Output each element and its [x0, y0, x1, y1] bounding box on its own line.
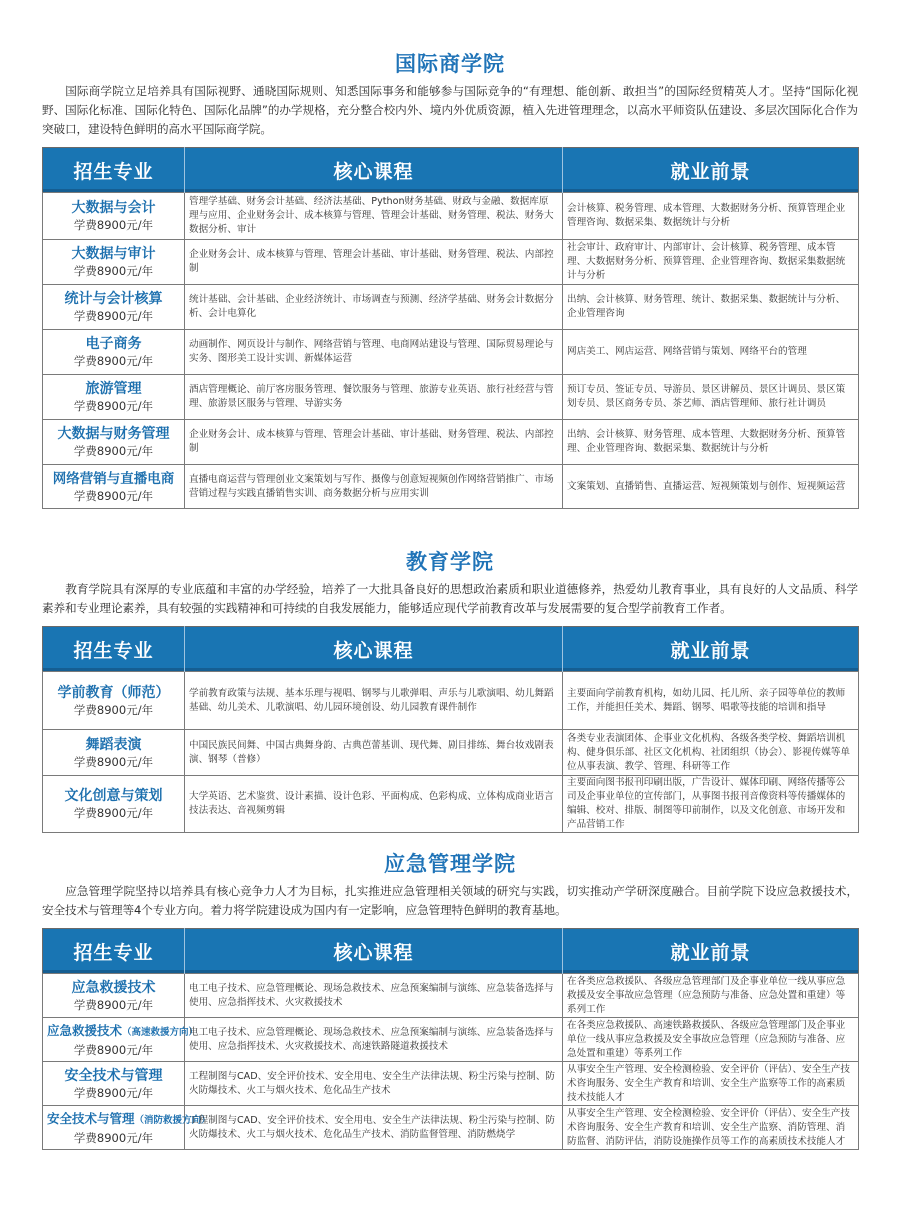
major-cell: [43, 776, 185, 833]
courses-cell: 学前教育政策与法规、基本乐理与视唱、钢琴与儿歌弹唱、声乐与儿歌演唱、幼儿舞蹈基础、幼儿美术、儿歌演唱、幼儿园环境创设、幼儿园教育课件制作: [185, 672, 563, 730]
tuition-fee: 学费8900元/年: [73, 309, 154, 323]
header-major: 招生专业: [43, 929, 185, 974]
major-cell: [43, 672, 185, 730]
prospects-cell: 出纳、会计核算、财务管理、统计、数据采集、数据统计与分析、企业管理咨询: [563, 285, 859, 330]
header-major: 招生专业: [43, 148, 185, 193]
tuition-fee: 学费8900元/年: [73, 218, 154, 232]
major-cell: [43, 375, 185, 420]
prospects-cell: 各类专业表演团体、企事业文化机构、各级各类学校、舞蹈培训机构、健身俱乐部、社区文化机构、社团组织（协会）、影视传媒等单位从事表演、教学、管理、科研等工作: [563, 730, 859, 776]
prospects-cell: 主要面向学前教育机构，如幼儿园、托儿所、亲子园等单位的教师工作，并能担任美术、舞蹈、钢琴、唱歌等技能的培训和指导: [563, 672, 859, 730]
table-header-row: [43, 627, 859, 672]
courses-cell: 企业财务会计、成本核算与管理、管理会计基础、审计基础、财务管理、税法、内部控制: [185, 420, 563, 465]
section-intro: 应急管理学院坚持以培养具有核心竞争力人才为目标，扎实推进应急管理相关领域的研究与实践，切实推动产学研深度融合。目前学院下设应急救援技术，安全技术与管理等4个专业方向。着力将学院建设成为国内有一定影响，应急管理特色鲜明的教育基地。: [42, 884, 858, 917]
table-row: [43, 240, 859, 285]
header-major: 招生专业: [43, 627, 185, 672]
prospects-cell: 从事安全生产管理、安全检测检验、安全评价（评估）、安全生产技术咨询服务、安全生产教育和培训、安全生产监察等工作的高素质技术技能人才: [563, 1062, 859, 1106]
table-header-row: [43, 929, 859, 974]
major-cell: [43, 730, 185, 776]
section-title: 应急管理学院: [384, 852, 516, 876]
major-name: 电子商务: [85, 336, 142, 352]
major-name-main: 安全技术与管理: [47, 1110, 135, 1126]
header-courses: 核心课程: [185, 148, 563, 193]
table-row: [43, 420, 859, 465]
table-row: [43, 1018, 859, 1062]
major-name: 统计与会计核算: [64, 291, 163, 307]
section-title: 国际商学院: [395, 52, 505, 76]
tuition-fee: 学费8900元/年: [73, 1042, 154, 1057]
major-name: 学前教育（师范）: [57, 684, 170, 701]
tuition-fee: 学费8900元/年: [73, 264, 154, 278]
courses-cell: 直播电商运营与管理创业文案策划与写作、摄像与创意短视频创作网络营销推广、市场营销过程与实践直播销售实训、商务数据分析与应用实训: [185, 465, 563, 509]
table-row: [43, 285, 859, 330]
section-emergency-management: [42, 850, 858, 1150]
prospects-cell: 网店美工、网店运营、网络营销与策划、网络平台的管理: [563, 330, 859, 375]
courses-cell: 企业财务会计、成本核算与管理、管理会计基础、审计基础、财务管理、税法、内部控制: [185, 240, 563, 285]
major-name: [47, 979, 180, 997]
prospects-cell: 在各类应急救援队、各级应急管理部门及企事业单位一线从事应急救援及安全事故应急管理（应急预防与准备、应急处置和重建）等系列工作: [563, 974, 859, 1018]
header-prospects: 就业前景: [563, 148, 859, 193]
major-name: 大数据与财务管理: [57, 426, 170, 442]
courses-cell: 工程制图与CAD、安全评价技术、安全用电、安全生产法律法规、粉尘污染与控制、防火防爆技术、火工与烟火技术、危化品生产技术: [185, 1062, 563, 1106]
table-row: [43, 974, 859, 1018]
major-name: 旅游管理: [85, 381, 142, 397]
courses-cell: 大学英语、艺术鉴赏、设计素描、设计色彩、平面构成、色彩构成、立体构成商业语言技法表达、音视频剪辑: [185, 776, 563, 833]
tuition-fee: 学费8900元/年: [73, 399, 154, 413]
major-name: [47, 1067, 180, 1085]
major-cell: [43, 193, 185, 240]
major-name: [47, 1110, 211, 1130]
header-prospects: 就业前景: [563, 627, 859, 672]
table-header-row: [43, 148, 859, 193]
table-row: [43, 730, 859, 776]
major-name-main: 应急救援技术: [47, 1022, 123, 1038]
tuition-fee: 学费8900元/年: [73, 488, 154, 503]
major-cell: [43, 1018, 199, 1062]
section-intro: 教育学院具有深厚的专业底蕴和丰富的办学经验，培养了一大批具备良好的思想政治素质和职业道德修养，热爱幼儿教育事业，具有良好的人文品质、科学素养和专业理论素养，具有较强的实践精神和可持续的自我发展能力，能够适应现代学前教育改革与发展需要的复合型学前教育工作者。: [42, 582, 858, 615]
tuition-fee: 学费8900元/年: [73, 997, 154, 1012]
table-row: [43, 1106, 859, 1150]
major-cell: [43, 240, 185, 285]
tuition-fee: 学费8900元/年: [73, 1130, 154, 1145]
major-name: 大数据与审计: [71, 246, 156, 262]
majors-table: [42, 147, 859, 509]
major-name-main: 安全技术与管理: [64, 1067, 163, 1084]
prospects-cell: 会计核算、税务管理、成本管理、大数据财务分析、预算管理企业管理咨询、数据采集、数据统计与分析: [563, 193, 859, 240]
tuition-fee: 学费8900元/年: [73, 806, 154, 820]
prospects-cell: 在各类应急救援队、高速铁路救援队、各级应急管理部门及企事业单位一线从事应急救援及安全事故应急管理（应急预防与准备、应急处置和重建）等系列工作: [563, 1018, 859, 1062]
header-courses: 核心课程: [185, 627, 563, 672]
major-name: 大数据与会计: [71, 200, 156, 216]
major-name: 舞蹈表演: [85, 736, 142, 753]
table-row: [43, 672, 859, 730]
prospects-cell: 文案策划、直播销售、直播运营、短视频策划与创作、短视频运营: [563, 465, 859, 509]
major-name-direction: （高速救援方向）: [122, 1026, 199, 1038]
tuition-fee: 学费8900元/年: [73, 1085, 154, 1100]
tuition-fee: 学费8900元/年: [73, 754, 154, 769]
table-row: [43, 375, 859, 420]
tuition-fee: 学费8900元/年: [73, 702, 154, 717]
table-row: [43, 193, 859, 240]
prospects-cell: 社会审计、政府审计、内部审计、会计核算、税务管理、成本管理、大数据财务分析、预算管理、企业管理咨询、数据采集数据统计与分析: [563, 240, 859, 285]
table-row: [43, 776, 859, 833]
courses-cell: 统计基础、会计基础、企业经济统计、市场调查与预测、经济学基础、财务会计数据分析、会计电算化: [185, 285, 563, 330]
section-education: [42, 548, 858, 833]
courses-cell: 工程制图与CAD、安全评价技术、安全用电、安全生产法律法规、粉尘污染与控制、防火防爆技术、火工与烟火技术、危化品生产技术、消防监督管理、消防燃烧学: [185, 1106, 563, 1150]
major-name: 文化创意与策划: [64, 788, 163, 804]
majors-table: [42, 626, 859, 833]
major-cell: [43, 1062, 185, 1106]
tuition-fee: 学费8900元/年: [73, 354, 154, 368]
major-cell: [43, 1106, 211, 1150]
major-name-main: 应急救援技术: [71, 979, 156, 996]
major-cell: [43, 420, 185, 465]
courses-cell: 酒店管理概论、前厅客房服务管理、餐饮服务与管理、旅游专业英语、旅行社经营与管理、旅游景区服务与管理、导游实务: [185, 375, 563, 420]
section-intro: 国际商学院立足培养具有国际视野、通晓国际规则、知悉国际事务和能够参与国际竞争的“有理想、能创新、敢担当”的国际经贸精英人才。坚持“国际化视野、国际化标准、国际化特色、国际化品牌”的办学规格，充分整合校内外、境内外优质资源，植入先进管理理念，以高水平师资队伍建设、多层次国际化合作为突破口，建设特色鲜明的高水平国际商学院。: [42, 84, 858, 136]
prospects-cell: 出纳、会计核算、财务管理、成本管理、大数据财务分析、预算管理、企业管理咨询、数据采集、数据统计与分析: [563, 420, 859, 465]
courses-cell: 中国民族民间舞、中国古典舞身韵、古典芭蕾基训、现代舞、剧目排练、舞台妆戏剧表演、钢琴（普修）: [185, 730, 563, 776]
major-cell: [43, 330, 185, 375]
courses-cell: 管理学基础、财务会计基础、经济法基础、Python财务基础、财政与金融、数据库原理与应用、企业财务会计、成本核算与管理、管理会计基础、财务管理、税法、财务大数据分析、审计: [185, 193, 563, 240]
section-international-business: [42, 50, 858, 509]
tuition-fee: 学费8900元/年: [73, 444, 154, 458]
prospects-cell: 主要面向图书报刊印刷出版，广告设计、媒体印刷、网络传播等公司及企事业单位的宣传部门，从事图书报刊音像资料等传播媒体的编辑、校对、排版、制图等印前制作，以及文化创意、市场开发和产品营销工作: [563, 776, 859, 833]
header-courses: 核心课程: [185, 929, 563, 974]
table-row: [43, 330, 859, 375]
section-title: 教育学院: [406, 550, 494, 574]
major-name: [47, 1022, 199, 1042]
table-row: [43, 465, 859, 509]
majors-table: [42, 928, 859, 1150]
courses-cell: 电工电子技术、应急管理概论、现场急救技术、应急预案编制与演练、应急装备选择与使用、应急指挥技术、火灾救援技术、高速铁路隧道救援技术: [185, 1018, 563, 1062]
prospects-cell: 从事安全生产管理、安全检测检验、安全评价（评估）、安全生产技术咨询服务、安全生产教育和培训、安全生产监察、消防管理、消防监督、消防评估，消防设施操作员等工作的高素质技术技能人才: [563, 1106, 859, 1150]
header-prospects: 就业前景: [563, 929, 859, 974]
major-name: 网络营销与直播电商: [52, 470, 175, 487]
major-cell: [43, 465, 185, 509]
prospects-cell: 预订专员、签证专员、导游员、景区讲解员、景区计调员、景区策划专员、景区商务专员、茶艺师、酒店管理师、旅行社计调员: [563, 375, 859, 420]
major-cell: [43, 974, 185, 1018]
major-name-direction: （消防救援方向）: [134, 1114, 211, 1126]
table-row: [43, 1062, 859, 1106]
major-cell: [43, 285, 185, 330]
courses-cell: 动画制作、网页设计与制作、网络营销与管理、电商网站建设与管理、国际贸易理论与实务、图形美工设计实训、新媒体运营: [185, 330, 563, 375]
courses-cell: 电工电子技术、应急管理概论、现场急救技术、应急预案编制与演练、应急装备选择与使用、应急指挥技术、火灾救援技术: [185, 974, 563, 1018]
